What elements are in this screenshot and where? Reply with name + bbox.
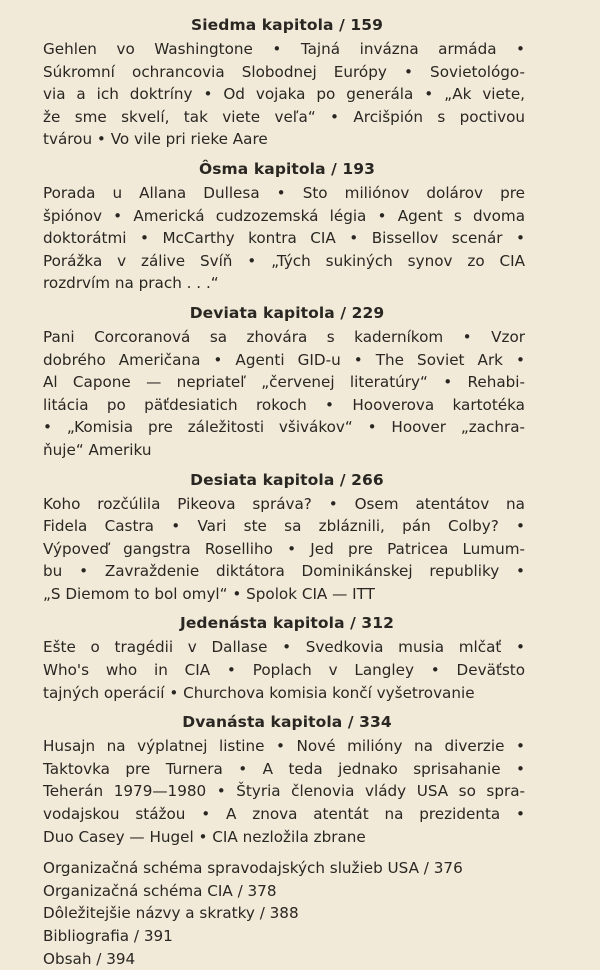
topic-line: Gehlen vo Washingtone • Tajná invázna armáda •: [43, 40, 525, 58]
chapter-topics: [43, 38, 525, 151]
topic-line: ňuje“ Ameriku: [43, 440, 152, 459]
topic-line: vodajskou stážou • A znova atentát na prezidenta •: [43, 805, 525, 824]
topic-line: Who's who in CIA • Poplach v Langley • Deväťsto: [43, 661, 525, 680]
topic-line: Teherán 1979—1980 • Štyria členovia vlády USA so spra-: [43, 782, 525, 801]
chapter-7: [43, 14, 525, 151]
topic-line: že sme skvelí, tak viete veľa“ • Arcišpión s poctivou: [43, 107, 525, 126]
appendix-item: Bibliografia / 391: [43, 927, 173, 945]
topic-line: Porážka v zálive Svíň • „Tých sukiných synov zo CIA: [43, 251, 525, 270]
chapter-10: [43, 469, 525, 606]
chapter-topics: [43, 735, 525, 848]
topic-line: dobrého Američana • Agenti GID-u • The Soviet Ark •: [43, 350, 525, 369]
chapter-title: Jedenásta kapitola / 312: [179, 614, 395, 633]
topic-line: litácia po päťdesiatich rokoch • Hooverova kartotéka: [43, 395, 525, 414]
topic-line: rozdrvím na prach . . .“: [43, 274, 219, 293]
appendix-list: [43, 857, 525, 970]
topic-line: doktorátmi • McCarthy kontra CIA • Bissellov scenár •: [43, 229, 525, 248]
topic-line: Fidela Castra • Vari ste sa zbláznili, pán Colby? •: [43, 517, 525, 536]
table-of-contents: [43, 14, 525, 970]
topic-line: Súkromní ochrancovia Slobodnej Európy • Sovietológo-: [43, 62, 525, 81]
topic-line: Taktovka pre Turnera • A teda jednako sprisahanie •: [43, 759, 525, 778]
topic-line: bu • Zavraždenie diktátora Dominikánskej republiky •: [43, 562, 525, 581]
topic-line: Husajn na výplatnej listine • Nové milióny na diverzie •: [43, 737, 525, 756]
chapter-title: Siedma kapitola / 159: [190, 16, 383, 34]
appendix-item: Obsah / 394: [43, 949, 136, 968]
topic-line: Pani Corcoranová sa zhovára s kaderníkom • Vzor: [43, 327, 525, 346]
appendix-item: Organizačná schéma CIA / 378: [43, 881, 277, 900]
topic-line: Ešte o tragédii v Dallase • Svedkovia musia mlčať •: [43, 638, 525, 657]
topic-line: tvárou • Vo vile pri rieke Aare: [43, 130, 268, 149]
topic-line: Porada u Allana Dullesa • Sto miliónov dolárov pre: [43, 183, 525, 202]
chapter-topics: [43, 636, 525, 704]
topic-line: • „Komisia pre záležitosti všivákov“ • Hoover „zachra-: [43, 418, 525, 437]
chapter-9: [43, 302, 525, 462]
chapter-11: [43, 612, 525, 704]
chapter-title: Deviata kapitola / 229: [189, 303, 385, 322]
chapter-topics: [43, 326, 525, 462]
chapter-title: Ôsma kapitola / 193: [198, 159, 376, 178]
topic-line: „S Diemom to bol omyl“ • Spolok CIA — ITT: [43, 584, 375, 603]
topic-line: Výpoveď gangstra Roselliho • Jed pre Patricea Lumum-: [43, 539, 525, 558]
topic-line: via a ich doktríny • Od vojaka po generála • „Ak viete,: [43, 85, 525, 104]
topic-line: špiónov • Americká cudzozemská légia • Agent s dvoma: [43, 206, 525, 225]
topic-line: Al Capone — nepriateľ „červenej literatúry“ • Rehabi-: [43, 373, 525, 392]
chapter-8: [43, 158, 525, 295]
chapter-title: Dvanásta kapitola / 334: [182, 713, 392, 732]
appendix-item: Organizačná schéma spravodajských služieb USA / 376: [43, 859, 463, 878]
appendix-item: Dôležitejšie názvy a skratky / 388: [43, 904, 299, 923]
chapter-topics: [43, 493, 525, 606]
topic-line: tajných operácií • Churchova komisia končí vyšetrovanie: [43, 683, 475, 702]
chapter-12: [43, 711, 525, 848]
chapter-title: Desiata kapitola / 266: [190, 470, 384, 489]
chapter-topics: [43, 182, 525, 295]
topic-line: Koho rozčúlila Pikeova správa? • Osem atentátov na: [43, 494, 525, 513]
topic-line: Duo Casey — Hugel • CIA nezložila zbrane: [43, 827, 366, 846]
